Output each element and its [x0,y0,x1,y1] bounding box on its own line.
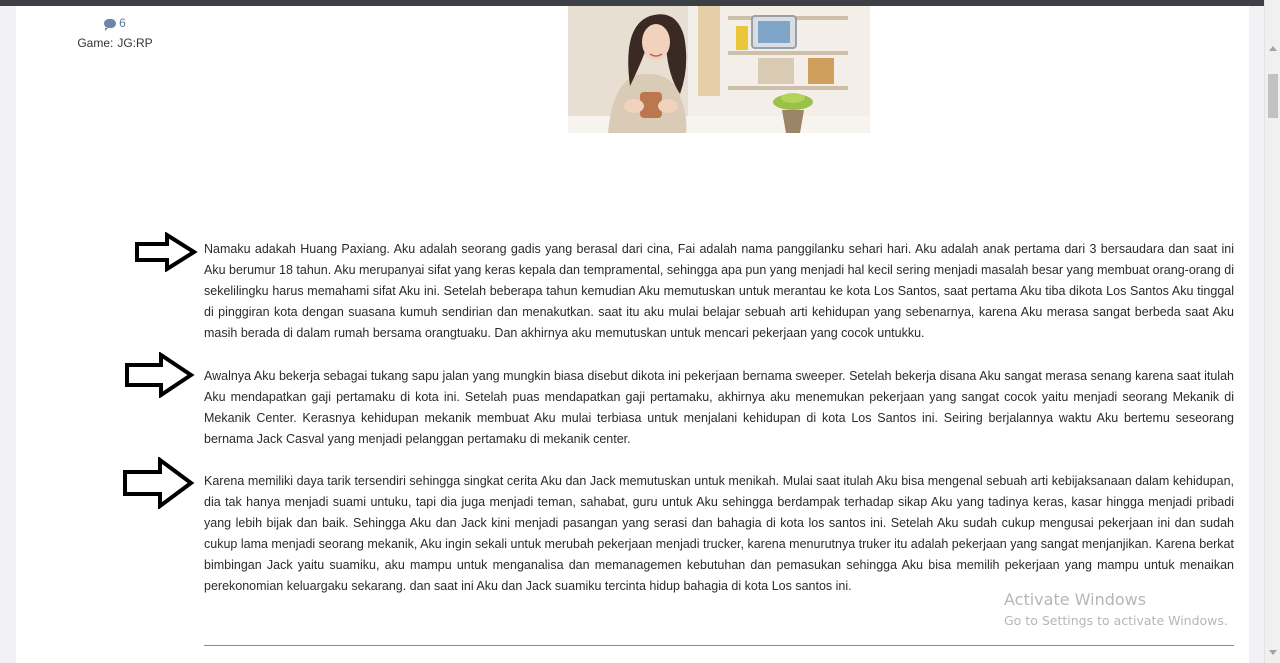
watermark-subtitle: Go to Settings to activate Windows. [1004,613,1228,628]
right-arrow-icon [134,232,200,272]
watermark-title: Activate Windows [1004,590,1147,609]
activate-windows-watermark [1004,590,1228,630]
story-paragraph-3: Karena memiliki daya tarik tersendiri sehingga singkat cerita Aku dan Jack memutuskan untuk menikah. Mulai saat itulah Aku bisa mengenal sebuah arti kebijaksanaan dalam kehidupan, dia tak hanya menjadi suami untuku, tapi dia juga menjadi teman, sahabat, guru untuk Aku sehingga berdampak terhadap sikap Aku yang tadinya keras, kasar hingga menjadi pribadi yang lebih bijak dan baik. Sehingga Aku dan Jack kini menjadi pasangan yang serasi dan bahagia di kota los santos ini. Setelah Aku sudah cukup mengusai pekerjaan ini dan sudah cukup lama menjadi seorang mekanik, Aku ingin sekali untuk merubah pekerjaan menjadi trucker, karena menurutnya truker itu adalah pekerjaan yang sangat menjanjikan. Karena berkat bimbingan Jack yaitu suamiku, aku mampu untuk menganalisa dan memanagemen kebutuhan dan pemasukan sehingga Aku bisa memilih pekerjaan yang mampu untuk menaikan perekonomian keluargaku sekarang. dan saat ini Aku dan Jack suamiku tercinta hidup bahagia di kota Los santos ini. [204,474,1234,593]
scrollbar-thumb[interactable] [1268,74,1278,118]
character-photo [568,6,870,133]
story-paragraph-1: Namaku adakah Huang Paxiang. Aku adalah seorang gadis yang berasal dari cina, Fai adalah nama panggilanku sehari hari. Aku adalah anak pertama dari 3 bersaudara dan saat ini Aku berumur 18 tahun. Aku merupanyai sifat yang keras kepala dan tempramental, sehingga apa pun yang menjadi hal kecil sering menjadi masalah besar yang membuat orang-orang di sekelilingku harus memahami sifat Aku ini. Setelah beberapa tahun kemudian Aku memutuskan untuk merantau ke kota Los Santos, saat pertama Aku tiba dikota Los Santos Aku tinggal di pinggiran kota dengan suasana kumuh sendirian dan menakutkan. saat itu aku mulai belajar sebuah arti kehidupan yang sebenarnya, karena Aku merasa sangat berbeda saat Aku masih berada di dalam rumah bersama orangtuaku. Dan akhirnya aku memutuskan untuk mencari pekerjaan yang cocok untukku. [204,242,1234,340]
scroll-down-arrow-icon[interactable] [1269,650,1277,655]
right-arrow-icon [124,352,196,398]
game-value: JG:RP [117,36,153,50]
post-content [16,6,1249,663]
post-meta [77,16,153,50]
woman-photo-icon [568,6,870,133]
game-label: Game: [77,36,114,50]
story-paragraph-2: Awalnya Aku bekerja sebagai tukang sapu jalan yang mungkin biasa disebut dikota ini pekerjaan bernama sweeper. Setelah bekerja disana Aku sangat merasa senang karena saat itulah Aku mendapatkan gaji pertamaku di kota ini. Setelah puas mendapatkan gaji pertamaku, akhirnya aku menemukan pekerjaan yang sangat cocok yaitu menjadi seorang Mekanik di Mekanik Center. Kerasnya kehidupan mekanik membuat Aku mulai terbiasa untuk menjalani kehidupan di kota Los Santos ini. Seiring berjalannya waktu Aku bertemu seseorang bernama Jack Casval yang menjadi pelanggan pertamaku di mekanik center. [204,369,1234,446]
scroll-up-arrow-icon[interactable] [1269,46,1277,51]
comment-count: 6 [119,16,126,30]
game-info [77,36,153,50]
right-arrow-icon [122,457,196,509]
section-divider [204,645,1234,646]
vertical-scrollbar[interactable] [1264,0,1280,663]
comment-count-link[interactable] [80,16,150,30]
comment-bubble-icon [104,19,116,28]
